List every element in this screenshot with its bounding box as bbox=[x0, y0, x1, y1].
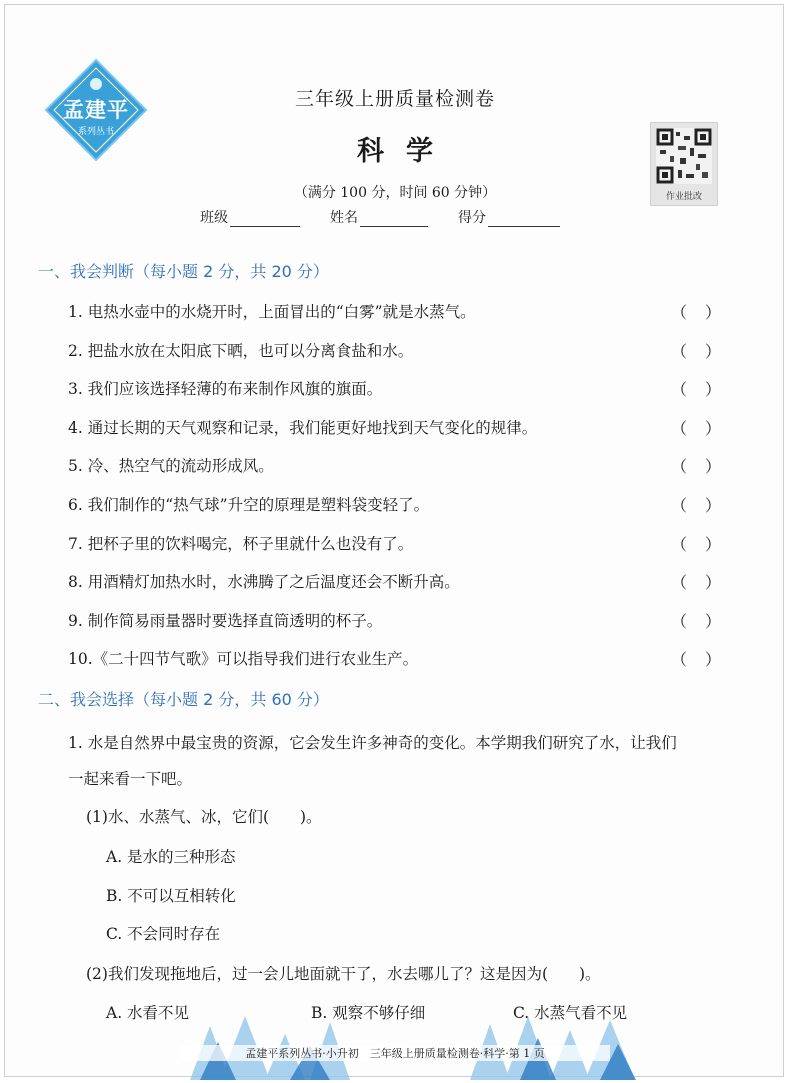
answer-box[interactable] bbox=[671, 493, 721, 516]
judgment-question: 10.《二十四节气歌》可以指导我们进行农业生产。 bbox=[68, 650, 419, 668]
paren-close: ） bbox=[704, 535, 721, 554]
paren-open: （ bbox=[671, 612, 688, 631]
paren-close: ） bbox=[704, 650, 721, 669]
paren-open: （ bbox=[671, 650, 688, 669]
name-blank[interactable] bbox=[360, 212, 428, 227]
sub-question-2: (2)我们发现拖地后，过一会儿地面就干了，水去哪儿了？这是因为( )。 bbox=[86, 965, 601, 983]
score-blank[interactable] bbox=[488, 212, 560, 227]
paren-open: （ bbox=[671, 342, 688, 361]
judgment-question: 5. 冷、热空气的流动形成风。 bbox=[68, 457, 274, 475]
judgment-question: 9. 制作简易雨量器时要选择直筒透明的杯子。 bbox=[68, 612, 383, 630]
score-field[interactable] bbox=[458, 207, 560, 227]
class-field[interactable] bbox=[200, 207, 300, 227]
paren-open: （ bbox=[671, 380, 688, 399]
paren-open: （ bbox=[671, 457, 688, 476]
judgment-question: 2. 把盐水放在太阳底下晒，也可以分离食盐和水。 bbox=[68, 342, 414, 360]
section-1-title: 一、我会判断（每小题 2 分，共 20 分） bbox=[38, 262, 329, 281]
paren-open: （ bbox=[671, 303, 688, 322]
option-a[interactable]: A. 是水的三种形态 bbox=[106, 848, 236, 866]
option-a[interactable]: A. 水看不见 bbox=[106, 1004, 190, 1022]
paren-close: ） bbox=[704, 496, 721, 515]
logo-name: 孟建平 bbox=[63, 97, 129, 122]
option-c[interactable]: C. 水蒸气看不见 bbox=[513, 1004, 628, 1022]
sub-question-1: (1)水、水蒸气、冰，它们( )。 bbox=[86, 808, 322, 826]
section-2-title: 二、我会选择（每小题 2 分，共 60 分） bbox=[38, 690, 329, 709]
paren-open: （ bbox=[671, 496, 688, 515]
paren-close: ） bbox=[704, 457, 721, 476]
judgment-question: 3. 我们应该选择轻薄的布来制作风旗的旗面。 bbox=[68, 380, 383, 398]
page-footer: 孟建平系列丛书·小升初 三年级上册质量检测卷·科学·第 1 页 bbox=[180, 1045, 610, 1061]
paren-open: （ bbox=[671, 573, 688, 592]
option-c[interactable]: C. 不会同时存在 bbox=[106, 925, 221, 943]
score-label: 得分 bbox=[458, 210, 486, 226]
paren-open: （ bbox=[671, 535, 688, 554]
option-b[interactable]: B. 不可以互相转化 bbox=[106, 887, 236, 905]
paren-close: ） bbox=[704, 342, 721, 361]
logo-subtitle: 系列丛书 bbox=[77, 127, 114, 137]
paren-close: ） bbox=[704, 612, 721, 631]
answer-box[interactable] bbox=[671, 532, 721, 555]
answer-box[interactable] bbox=[671, 570, 721, 593]
paren-close: ） bbox=[704, 303, 721, 322]
paren-close: ） bbox=[704, 573, 721, 592]
exam-title: 三年级上册质量检测卷 bbox=[294, 88, 495, 110]
answer-box[interactable] bbox=[671, 339, 721, 362]
qr-code-icon bbox=[656, 128, 712, 184]
answer-box[interactable] bbox=[671, 300, 721, 323]
answer-box[interactable] bbox=[671, 454, 721, 477]
question-text-cont: 一起来看一下吧。 bbox=[68, 770, 193, 788]
judgment-question: 8. 用酒精灯加热水时，水沸腾了之后温度还会不断升高。 bbox=[68, 573, 460, 591]
paren-open: （ bbox=[671, 419, 688, 438]
name-field[interactable] bbox=[330, 207, 428, 227]
qr-label: 作业批改 bbox=[665, 192, 702, 202]
judgment-question: 4. 通过长期的天气观察和记录，我们能更好地找到天气变化的规律。 bbox=[68, 419, 538, 437]
subject-title: 科学 bbox=[357, 136, 455, 167]
answer-box[interactable] bbox=[671, 609, 721, 632]
class-blank[interactable] bbox=[230, 212, 300, 227]
option-b[interactable]: B. 观察不够仔细 bbox=[311, 1004, 426, 1022]
score-time-note: （满分 100 分，时间 60 分钟） bbox=[293, 185, 497, 201]
answer-box[interactable] bbox=[671, 377, 721, 400]
paren-close: ） bbox=[704, 380, 721, 399]
answer-box[interactable] bbox=[671, 647, 721, 670]
name-label: 姓名 bbox=[330, 210, 358, 226]
question-text: 1. 水是自然界中最宝贵的资源，它会发生许多神奇的变化。本学期我们研究了水，让我们 bbox=[68, 734, 677, 752]
judgment-question: 7. 把杯子里的饮料喝完，杯子里就什么也没有了。 bbox=[68, 535, 414, 553]
paren-close: ） bbox=[704, 419, 721, 438]
judgment-question: 6. 我们制作的“热气球”升空的原理是塑料袋变轻了。 bbox=[68, 496, 430, 514]
student-info-row bbox=[200, 207, 560, 227]
answer-box[interactable] bbox=[671, 416, 721, 439]
qr-code[interactable] bbox=[650, 122, 718, 206]
judgment-question: 1. 电热水壶中的水烧开时，上面冒出的“白雾”就是水蒸气。 bbox=[68, 303, 476, 321]
class-label: 班级 bbox=[200, 210, 228, 226]
